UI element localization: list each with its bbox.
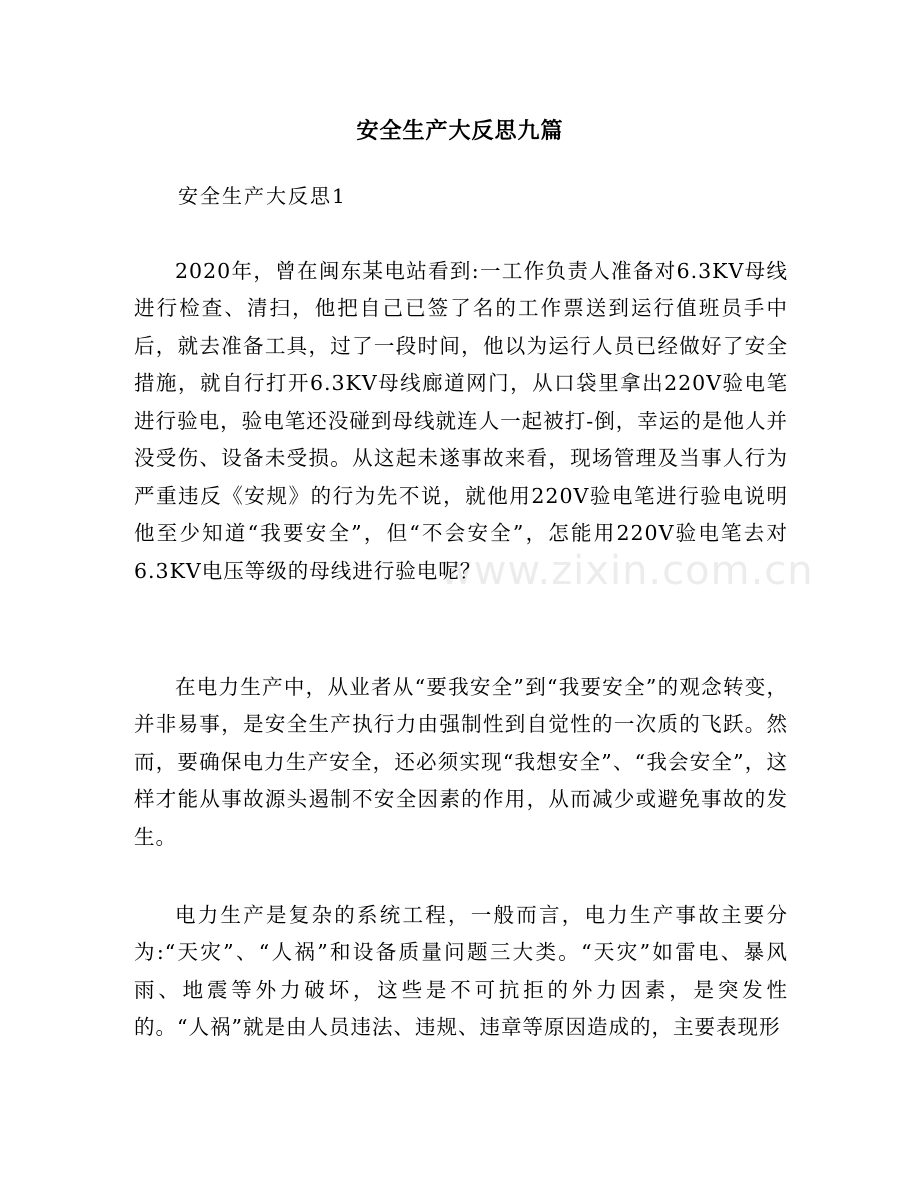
paragraph-3: 电力生产是复杂的系统工程，一般而言，电力生产事故主要分为:“天灾”、“人祸”和设备质量问题三大类。“天灾”如雷电、暴风雨、地震等外力破坏，这些是不可抗拒的外力因素，是突发性的。“人祸”就是由人员违法、违规、违章等原因造成的，主要表现形: [134, 902, 788, 1039]
document-title: 安全生产大反思九篇: [356, 119, 564, 144]
watermark: www.zixin.com.cn: [440, 548, 814, 594]
section-heading: 安全生产大反思1: [178, 184, 347, 208]
paragraph-1: 2020年，曾在闽东某电站看到:一工作负责人准备对6.3KV母线进行检查、清扫，他把自己已签了名的工作票送到运行值班员手中后，就去准备工具，过了一段时间，他以为运行人员已经做好了安全措施，就自行打开6.3KV母线廊道网门，从口袋里拿出220V验电笔进行验电，验电笔还没碰到母线就连人一起被打-倒，幸运的是他人并没受伤、设备未受损。从这起未遂事故来看，现场管理及当事人行为严重违反《安规》的行为先不说，就他用220V验电笔进行验电说明他至少知道“我要安全”，但“不会安全”，怎能用220V验电笔去对6.3KV电压等级的母线进行验电呢？: [134, 258, 788, 583]
paragraph-2: 在电力生产中，从业者从“要我安全”到“我要安全”的观念转变，并非易事，是安全生产执行力由强制性到自觉性的一次质的飞跃。然而，要确保电力生产安全，还必须实现“我想安全”、“我会安全”，这样才能从事故源头遏制不安全因素的作用，从而减少或避免事故的发生。: [134, 674, 788, 849]
